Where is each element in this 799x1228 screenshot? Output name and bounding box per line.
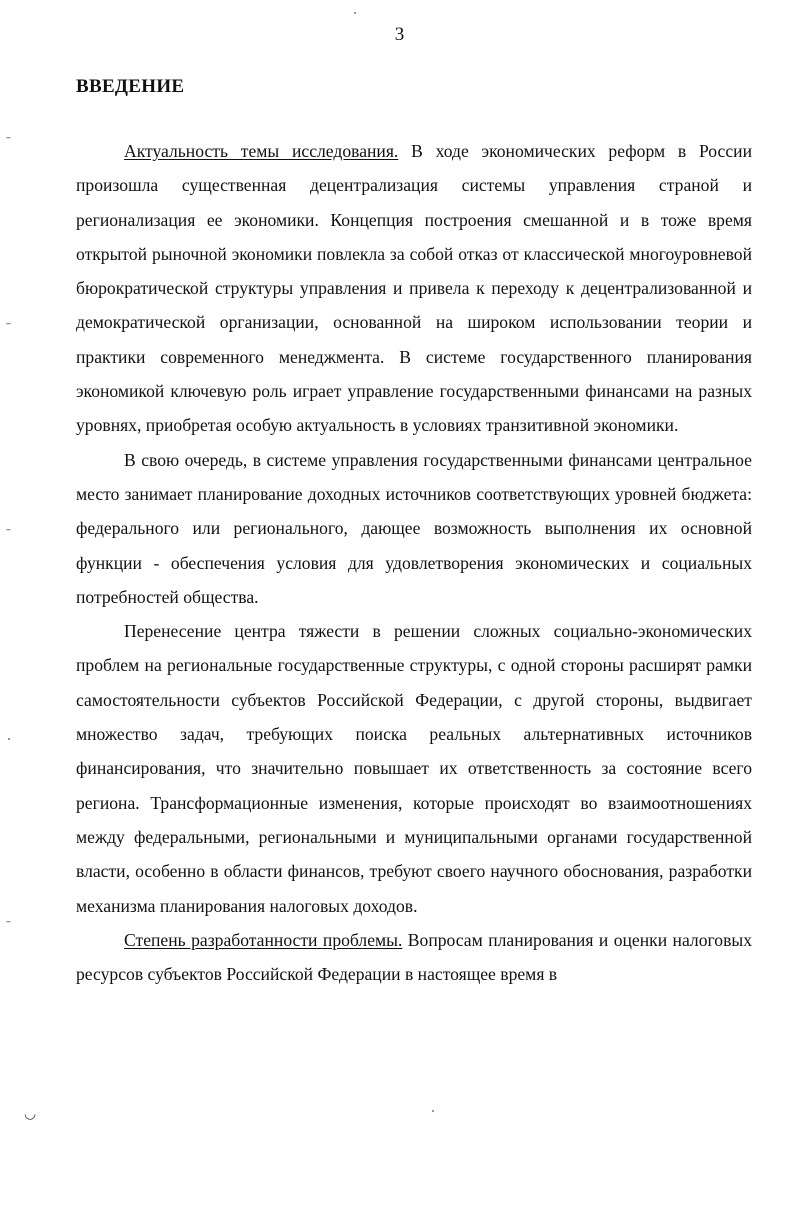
paragraph-text-finance-planning: В свою очередь, в системе управления государственными финансами центральное место занимает планирование доходных источников соответствующих уровней бюджета: федерального или регионального, дающее возможность выполнения их основной функции - обеспечения условия для удовлетворения экономических и социальных потребностей общества.	[76, 449, 752, 607]
scan-speck	[8, 738, 10, 740]
section-heading: ВВЕДЕНИЕ	[76, 76, 185, 97]
page-number: 3	[394, 24, 405, 45]
scan-speck	[432, 1110, 434, 1112]
scan-mark: ˉ	[6, 919, 11, 934]
paragraph-text-relevance: В ходе экономических реформ в России произошла существенная децентрализация системы управления страной и регионализация ее экономики. Концепция построения смешанной и в тоже время открытой рыночной экономики повлекла за собой отказ от классической многоуровневой бюрократической структуры управления и привела к переходу к децентрализованной и демократической организации, основанной на широком использовании теории и практики современного менеджмента. В системе государственного планирования экономикой ключевую роль играет управление государственными финансами на разных уровнях, приобретая особую актуальность в условиях транзитивной экономики.	[76, 141, 752, 436]
scan-mark: ˉ	[6, 135, 11, 150]
paragraph-lead-problem-development: Степень разработанности проблемы.	[124, 929, 403, 950]
scan-mark: ◡	[24, 1107, 37, 1122]
scan-speck	[354, 12, 356, 14]
paragraph-problem-development	[76, 923, 752, 992]
paragraph-relevance	[76, 134, 752, 443]
paragraph-regional-shift	[76, 614, 752, 923]
scan-mark: ˉ	[6, 527, 11, 542]
scan-mark: ˉ	[6, 321, 11, 336]
paragraph-lead-relevance: Актуальность темы исследования.	[124, 141, 399, 161]
body-text	[76, 134, 752, 991]
paragraph-text-problem-development: Вопросам планирования и оценки налоговых ресурсов субъектов Российской Федерации в настоящее время в	[76, 929, 752, 985]
paragraph-text-regional-shift: Перенесение центра тяжести в решении сложных социально-экономических проблем на региональные государственные структуры, с одной стороны расширят рамки самостоятельности субъектов Российской Федерации, с другой стороны, выдвигает множество задач, требующих поиска реальных альтернативных источников финансирования, что значительно повышает их ответственность за состояние всего региона. Трансформационные изменения, которые происходят во взаимоотношениях между федеральными, региональными и муниципальными органами государственной власти, особенно в области финансов, требуют своего научного обоснования, разработки механизма планирования налоговых доходов.	[76, 621, 752, 916]
paragraph-finance-planning	[76, 443, 752, 614]
